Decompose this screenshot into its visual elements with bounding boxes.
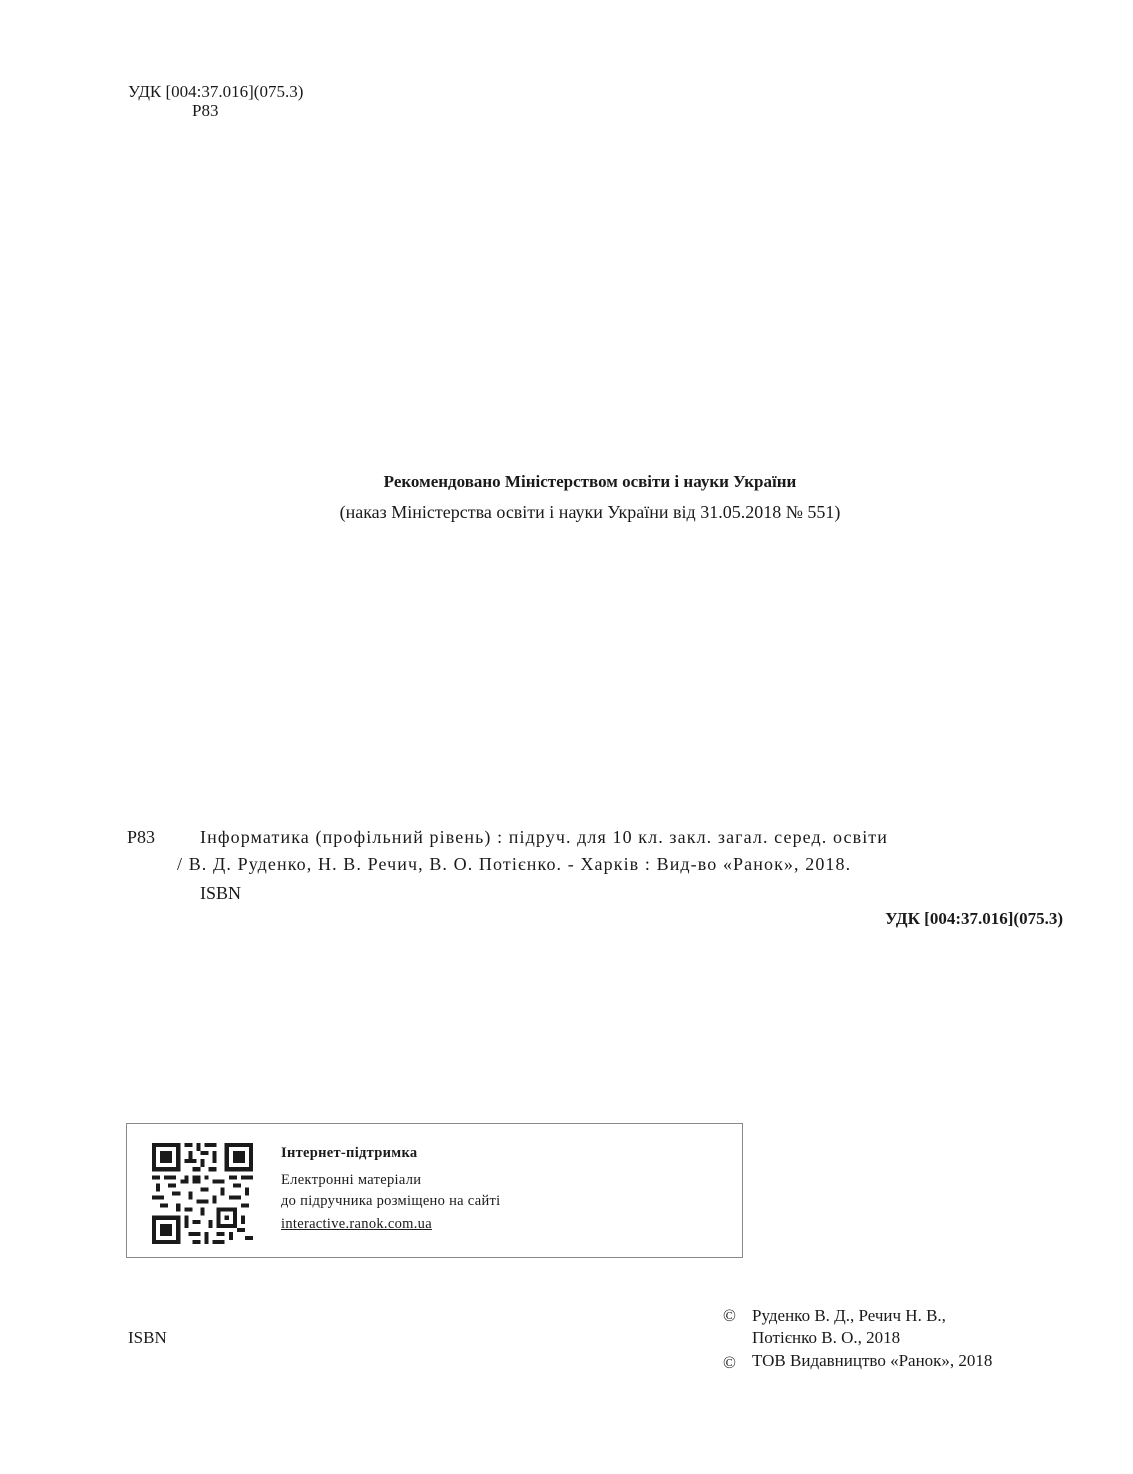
catalog-udk: УДК [004:37.016](075.3) (885, 909, 1063, 928)
footer-isbn: ISBN (128, 1328, 167, 1347)
copyright-symbol-2: © (723, 1353, 736, 1372)
header-code: Р83 (192, 101, 219, 120)
copyright-symbol-1: © (723, 1306, 736, 1325)
copyright-authors-line1: Руденко В. Д., Речич Н. В., (752, 1306, 946, 1325)
catalog-line1: Інформатика (профільний рівень) : підруч. для 10 кл. закл. загал. серед. освіти (200, 827, 889, 847)
support-link[interactable]: interactive.ranok.com.ua (281, 1216, 432, 1232)
qr-code-icon (152, 1143, 253, 1244)
catalog-isbn: ISBN (200, 883, 242, 903)
support-line1: Електронні матеріали (281, 1172, 422, 1188)
support-line2: до підручника розміщено на сайті (281, 1193, 501, 1209)
recommendation-order: (наказ Міністерства освіти і науки України від 31.05.2018 № 551) (339, 502, 841, 522)
catalog-code: Р83 (127, 827, 156, 847)
support-title: Інтернет-підтримка (281, 1145, 418, 1161)
internet-support-box (126, 1123, 743, 1258)
copyright-publisher: ТОВ Видавництво «Ранок», 2018 (752, 1351, 993, 1370)
copyright-authors-line2: Потієнко В. О., 2018 (752, 1328, 901, 1347)
catalog-line2: / В. Д. Руденко, Н. В. Речич, В. О. Потієнко. - Харків : Вид-во «Ранок», 2018. (177, 854, 852, 874)
recommendation-title: Рекомендовано Міністерством освіти і науки України (383, 472, 797, 491)
header-udk: УДК [004:37.016](075.3) (128, 82, 304, 101)
